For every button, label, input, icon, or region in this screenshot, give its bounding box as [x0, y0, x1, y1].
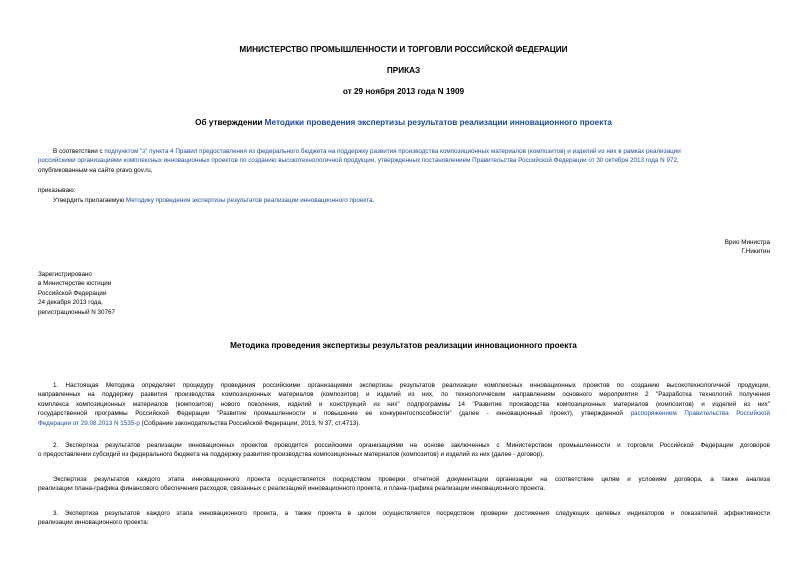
methodology-title: Методика проведения экспертизы результатов реализации инновационного проекта	[230, 341, 577, 350]
ministry-heading: МИНИСТЕРСТВО ПРОМЫШЛЕННОСТИ И ТОРГОВЛИ РОССИЙСКОЙ ФЕДЕРАЦИИ	[239, 45, 568, 54]
preamble-comma: ,	[677, 157, 679, 165]
order-title-prefix: Об утверждении	[195, 118, 265, 127]
paragraph-line: 1. Настоящая Методика определяет процедуру проведения российскими организациями экспертизы результатов реализации комплексных инновационных проектов по созданию высокотехнологичной продукции,	[53, 382, 770, 389]
order-title	[0, 118, 807, 128]
order-word: приказываю:	[38, 187, 76, 194]
approve-period: .	[372, 197, 375, 204]
registration-line: 24 декабря 2013 года,	[38, 299, 103, 307]
approve-text: Утвердить прилагаемую	[53, 197, 126, 204]
signature-block	[725, 238, 770, 257]
paragraph-text: государственной программы Российской Федерации "Развитие промышленности и повышение ее конкурентоспособности" (далее - инновационный проект), утвержденной	[38, 410, 631, 418]
paragraph-2	[38, 441, 770, 460]
paragraph-text: (Собрание законодательства Российской Федерации, 2013, N 37, ст.4713).	[139, 419, 361, 427]
methodology-link[interactable]: Методику проведения экспертизы результатов реализации инновационного проекта	[125, 197, 373, 204]
approve-line	[38, 196, 374, 205]
registration-line: регистрационный N 30767	[38, 308, 116, 316]
preamble-line-3: опубликованным на сайте pravo.gov.ru,	[38, 166, 153, 174]
paragraph-line: направленных на поддержку развития производства композиционных материалов (композитов) и изделий из них, по технологическим направлениям основного мероприятия 2 "Разработка технологий получения	[38, 391, 770, 399]
signature-name: Г.Никитин	[741, 248, 770, 256]
registration-line: Российской Федерации	[38, 289, 107, 297]
signature-position: Врио Министра	[724, 239, 770, 246]
paragraph-line: Экспертиза результатов каждого этапа инновационного проекта осуществляется посредством проверки отчетной документации организации на соответствие целям и условиям договора, а также анализа	[53, 476, 770, 483]
paragraph-line	[38, 409, 770, 418]
preamble-text: В соответствии с	[53, 148, 105, 155]
rules-link[interactable]: подпунктом "з" пункта 4 Правил предоставления из федерального бюджета на поддержку развития производства композиционных материалов (композитов) и изделий из них в рамках реализации	[104, 148, 681, 155]
decree-link-cont[interactable]: Федерации от 29.08.2013 N 1535-р	[38, 419, 140, 427]
paragraph-1	[38, 381, 770, 428]
registration-block	[38, 270, 115, 317]
paragraph-line: реализации инновационного проекта:	[38, 519, 149, 527]
registration-line: Зарегистрировано	[38, 271, 92, 278]
paragraph-line: комплекса композиционных материалов (композитов) нового поколения, изделий и конструкций из них" подпрограммы 14 "Развитие производства композиционных материалов (композитов) и изделий из них"	[38, 400, 770, 408]
resolution-link[interactable]: российскими организациями комплексных инновационных проектов по созданию высокотехнологичной продукции, утвержденных постановлением Правительства Российской Федерации от 30 октября 2013 года N 972	[38, 157, 677, 165]
paragraph-3	[38, 475, 770, 494]
decree-link[interactable]: распоряжением Правительства Российской	[630, 410, 770, 418]
preamble-paragraph	[38, 147, 770, 175]
order-date-number: от 29 ноября 2013 года N 1909	[342, 87, 465, 96]
paragraph-line: реализации плана-графика финансового обеспечения расходов, связанных с реализацией инновационного проекта, и плана-графика реализации инновационного проекта.	[38, 485, 546, 493]
doc-type-heading: ПРИКАЗ	[386, 66, 421, 75]
paragraph-line: о предоставлении субсидий из федерального бюджета на поддержку развития производства композиционных материалов (композитов) и изделий из них (далее - договор).	[38, 451, 545, 459]
paragraph-line	[38, 419, 770, 428]
paragraph-4	[38, 509, 770, 528]
preamble-line-1	[38, 147, 770, 156]
preamble-line-2	[38, 156, 770, 165]
registration-line: в Министерстве юстиции	[38, 280, 112, 288]
paragraph-line: 3. Экспертиза результатов каждого этапа инновационного проекта, а также проекта в целом осуществляется посредством проверки достижения следующих целевых индикаторов и показателей эффективности	[53, 510, 770, 517]
order-title-link[interactable]: Методики проведения экспертизы результатов реализации инновационного проекта	[264, 118, 612, 127]
paragraph-line: 2. Экспертиза результатов реализации инновационных проектов проводится российскими организациями на основе заключенных с Министерством промышленности и торговли Российской Федерации договоров	[53, 442, 770, 449]
